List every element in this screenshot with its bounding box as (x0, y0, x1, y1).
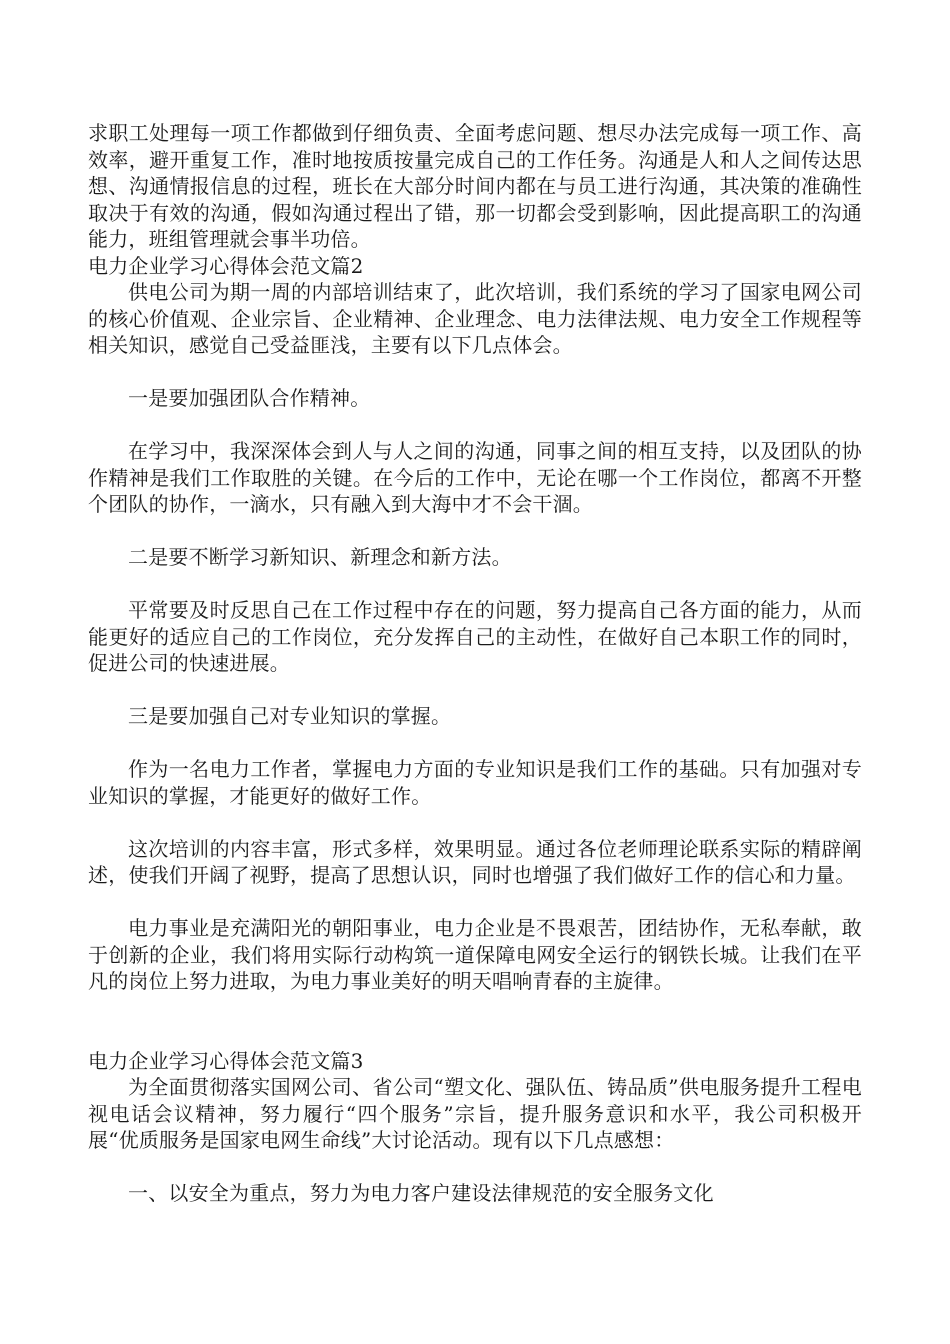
paragraph: 这次培训的内容丰富，形式多样，效果明显。通过各位老师理论联系实际的精辟阐述，使我们开阔了视野，提高了思想认识，同时也增强了我们做好工作的信心和力量。 (88, 836, 862, 887)
paragraph-continued: 求职工处理每一项工作都做到仔细负责、全面考虑问题、想尽办法完成每一项工作、高效率，避开重复工作，准时地按质按量完成自己的工作任务。沟通是人和人之间传达思想、沟通情报信息的过程，班长在大部分时间内都在与员工进行沟通，其决策的准确性取决于有效的沟通，假如沟通过程出了错，那一切都会受到影响，因此提高职工的沟通能力，班组管理就会事半功倍。 (88, 121, 862, 251)
paragraph: 作为一名电力工作者，掌握电力方面的专业知识是我们工作的基础。只有加强对专业知识的掌握，才能更好的做好工作。 (88, 757, 862, 808)
paragraph: 为全面贯彻落实国网公司、省公司“塑文化、强队伍、铸品质”供电服务提升工程电视电话会议精神，努力履行“四个服务”宗旨，提升服务意识和水平，我公司积极开展“优质服务是国家电网生命线”大讨论活动。现有以下几点感想： (88, 1075, 862, 1152)
section-heading-2: 电力企业学习心得体会范文篇2 (88, 253, 364, 278)
point-heading: 一、以安全为重点，努力为电力客户建设法律规范的安全服务文化 (128, 1181, 714, 1205)
document-body (88, 120, 862, 1207)
point-heading-1: 一是要加强团队合作精神。 (128, 386, 371, 410)
point-heading-3: 三是要加强自己对专业知识的掌握。 (128, 704, 452, 728)
paragraph: 在学习中，我深深体会到人与人之间的沟通，同事之间的相互支持，以及团队的协作精神是我们工作取胜的关键。在今后的工作中，无论在哪一个工作岗位，都离不开整个团队的协作，一滴水，只有融入到大海中才不会干涸。 (88, 439, 862, 516)
section-heading-3: 电力企业学习心得体会范文篇3 (88, 1048, 364, 1073)
point-heading-2: 二是要不断学习新知识、新理念和新方法。 (128, 545, 512, 569)
paragraph: 供电公司为期一周的内部培训结束了，此次培训，我们系统的学习了国家电网公司的核心价值观、企业宗旨、企业精神、企业理念、电力法律法规、电力安全工作规程等相关知识，感觉自己受益匪浅，主要有以下几点体会。 (88, 280, 862, 357)
paragraph: 平常要及时反思自己在工作过程中存在的问题，努力提高自己各方面的能力，从而能更好的适应自己的工作岗位，充分发挥自己的主动性，在做好自己本职工作的同时，促进公司的快速进展。 (88, 598, 862, 675)
paragraph: 电力事业是充满阳光的朝阳事业，电力企业是不畏艰苦，团结协作，无私奉献，敢于创新的企业，我们将用实际行动构筑一道保障电网安全运行的钢铁长城。让我们在平凡的岗位上努力进取，为电力事业美好的明天唱响青春的主旋律。 (88, 916, 862, 993)
